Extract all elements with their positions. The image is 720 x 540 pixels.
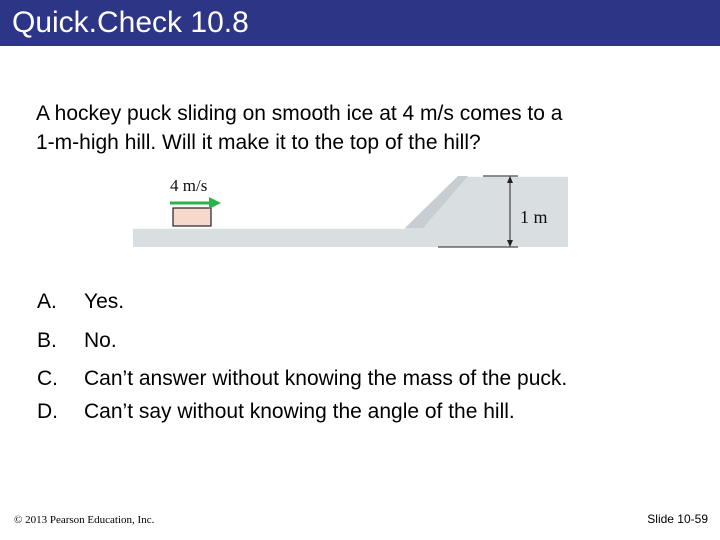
option-a-letter: A. <box>37 290 57 313</box>
speed-label: 4 m/s <box>170 176 208 195</box>
title-bar <box>0 0 720 46</box>
hockey-puck <box>173 208 211 226</box>
option-a-text: Yes. <box>84 290 125 313</box>
question-line-2: 1-m-high hill. Will it make it to the top of the hill? <box>36 131 481 154</box>
question-text <box>36 99 676 157</box>
copyright-notice: © 2013 Pearson Education, Inc. <box>14 514 155 526</box>
option-d-letter: D. <box>37 400 58 423</box>
option-d-text: Can’t say without knowing the angle of the hill. <box>84 400 515 423</box>
puck-hill-figure <box>133 170 573 252</box>
slide-title: Quick.Check 10.8 <box>12 6 249 39</box>
option-b-letter: B. <box>37 329 57 352</box>
height-label: 1 m <box>520 207 548 227</box>
velocity-arrow-head <box>209 197 221 209</box>
option-c-letter: C. <box>37 367 58 390</box>
question-line-1: A hockey puck sliding on smooth ice at 4 m/s comes to a <box>36 102 563 125</box>
slide-number: Slide 10-59 <box>647 512 708 526</box>
option-b-text: No. <box>84 329 117 352</box>
option-c-text: Can’t answer without knowing the mass of the puck. <box>84 367 568 390</box>
